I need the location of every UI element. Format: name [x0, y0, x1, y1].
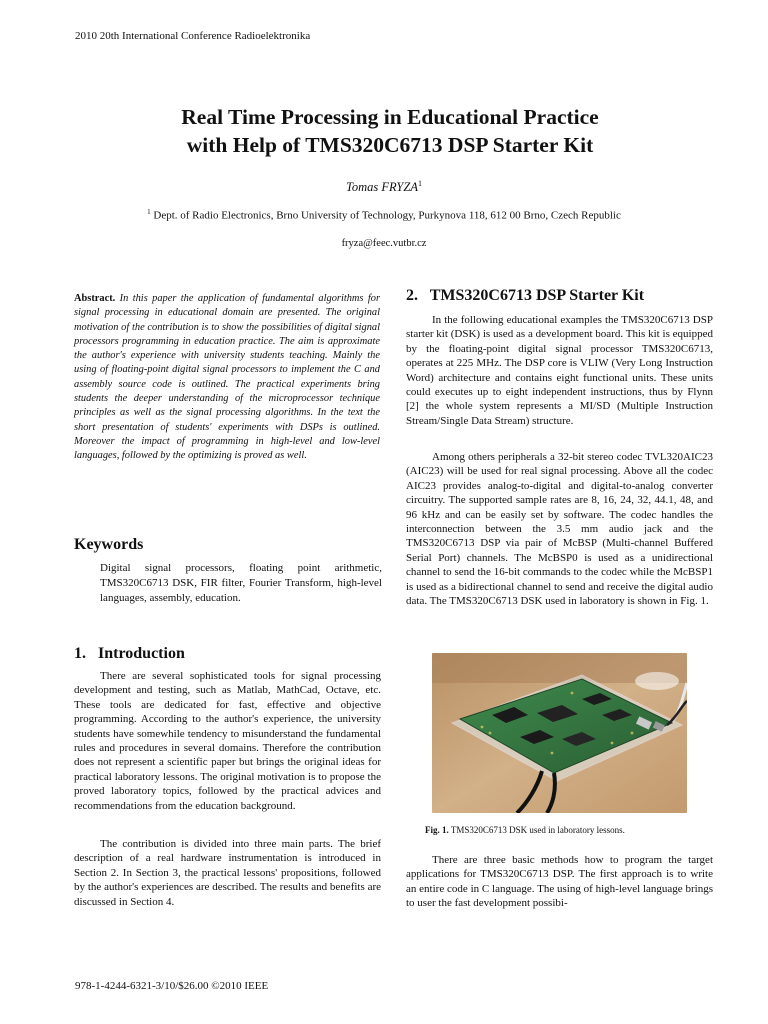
section2-heading: 2. TMS320C6713 DSP Starter Kit: [406, 287, 645, 304]
abstract-text: In this paper the application of fundamental algorithms for signal processing in educational domain are presented. The original motivation of the contribution is to show the possibilities of digital signal processors programming in education practice. The aim is approximate the author's experience with university students teaching. Mainly the using of floating-point digital signal processors to implement the C and assembly source code is outlined. The practical experiments bring students the deeper understanding of the microprocessor technique principles as well as the signal processing algorithms. In the text the short presentation of students' experiments with DSPs is outlined. Moreover the impact of programming in high-level and low-level languages, followed by the optimizing is proved as well.: [74, 293, 380, 462]
author: [0, 179, 768, 195]
author-mark: 1: [417, 179, 422, 188]
title-line-1: Real Time Processing in Educational Practice: [181, 105, 599, 129]
keywords-heading: Keywords: [74, 536, 144, 553]
author-name: Tomas FRYZA: [346, 180, 418, 195]
abstract: [74, 292, 380, 464]
affiliation-mark: 1: [147, 208, 151, 216]
section1-para2: The contribution is divided into three main parts. The brief description of a real hardware instrumentation is introduced in Section 2. In Section 3, the practical lessons' propositions, followed by the author's experiences are described. The results and benefits are discussed in Section 4.: [74, 838, 381, 908]
affiliation: [0, 208, 768, 222]
section2-para2: Among others peripherals a 32-bit stereo codec TVL320AIC23 (AIC23) will be used for real signal processing. Above all the codec AIC23 provides analog-to-digital and digital-to-analog converter circuitry. The supported sample rates are 8, 16, 24, 32, 44.1, 48, and 96 kHz and can be easily set by software. The codec handles the interconnection between the 3.5 mm audio jack and the TMS320C6713 DSP via pair of McBSP (Multi-channel Buffered Serial Port) channels. The McBSP0 is used as a unidirectional channel to send the 16-bit commands to the codec while the McBSP1 is used as a bidirectional channel to send and receive the digital audio data. The TMS320C6713 DSK used in laboratory is shown in Fig. 1.: [406, 451, 713, 608]
copyright-footer: 978-1-4244-6321-3/10/$26.00 ©2010 IEEE: [75, 980, 269, 992]
figure-dsk-photo: [432, 653, 687, 813]
keywords-text: Digital signal processors, floating point arithmetic, TMS320C6713 DSK, FIR filter, Fourier Transform, high-level languages, assembly, education.: [100, 562, 382, 604]
affiliation-text: Dept. of Radio Electronics, Brno University of Technology, Purkynova 118, 612 00 Brno, Czech Republic: [153, 209, 621, 222]
conference-header: 2010 20th International Conference Radioelektronika: [75, 30, 311, 42]
section2-para1: In the following educational examples the TMS320C6713 DSP starter kit (DSK) is used as a development board. This kit is equipped by the floating-point digital signal processor TMS320C6713, operates at 225 MHz. The DSP core is VLIW (Very Long Instruction Word) architecture and contains eight functional units. These units could executes up to eight independent instructions, thus by Flynn [2] the whole system represents a MI/SD (Multiple Instruction Stream/Single Data Stream) structure.: [406, 314, 713, 427]
abstract-label: Abstract.: [74, 293, 116, 304]
section2-para3: There are three basic methods how to program the target applications for TMS320C6713 DSP. The first approach is to write an entire code in C language. The using of high-level language brings to user the fast development possibi-: [406, 854, 713, 910]
title-line-2: with Help of TMS320C6713 DSP Starter Kit: [186, 133, 594, 157]
section1-para1: There are several sophisticated tools for signal processing development and testing, such as Matlab, MathCad, Octave, etc. These tools are dedicated for fast, effective and objective programming. According to the author's experience, the university students have somewhile tendency to misunderstand the fundamental rules and procedures in several domains. Therefore the contribution does not represent a scientific paper but brings the original ideas for practical laboratory lessons. The original motivation is to propose the proved laboratory topics, followed by the practical advices and recommendations from the education background.: [74, 670, 381, 812]
figure-caption-text: TMS320C6713 DSK used in laboratory lessons.: [450, 825, 625, 835]
author-email: fryza@feec.vutbr.cz: [341, 238, 427, 249]
section1-heading: 1. Introduction: [74, 645, 185, 662]
figure-caption: [425, 825, 625, 835]
figure-label: Fig. 1.: [425, 825, 449, 835]
paper-title: [70, 103, 710, 159]
